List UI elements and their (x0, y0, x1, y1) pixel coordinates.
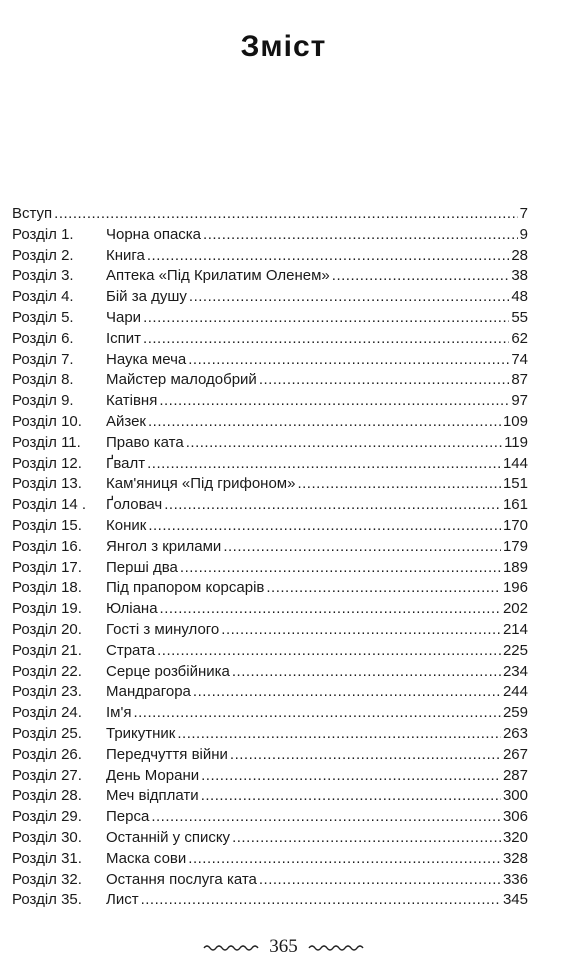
toc-entry-title: Юліана (106, 600, 158, 618)
toc-entry-label: Розділ 5. (12, 308, 74, 326)
toc-entry-label: Розділ 7. (12, 350, 74, 368)
toc-entry-title: Катівня (106, 392, 158, 410)
toc-entry-page: 336 (502, 870, 528, 888)
toc-entry-page: 202 (502, 600, 528, 618)
dot-leader (259, 370, 509, 391)
toc-entry-label: Розділ 15. (12, 516, 82, 534)
toc-entry-title: Чорна опаска (106, 225, 202, 243)
toc-entry-page: 87 (511, 371, 528, 389)
toc-entry (12, 516, 528, 537)
dot-leader (221, 620, 501, 641)
toc-entry-title: Коник (106, 516, 147, 534)
dot-leader (259, 870, 501, 891)
toc-entry (12, 454, 528, 475)
toc-entry (12, 890, 528, 911)
toc-entry-title: Перса (106, 808, 150, 826)
toc-entry (12, 433, 528, 454)
toc-entry-title: Серце розбійника (106, 662, 230, 680)
toc-entry-page: 287 (502, 766, 528, 784)
dot-leader (159, 391, 509, 412)
toc-entry-page: 144 (502, 454, 528, 472)
toc-entry (12, 350, 528, 371)
dot-leader (203, 225, 518, 246)
toc-entry-label: Розділ 2. (12, 246, 74, 264)
toc-entry-label: Розділ 22. (12, 662, 82, 680)
toc-entry (12, 641, 528, 662)
toc-entry-title: Остання послуга ката (106, 870, 257, 888)
toc-entry-label: Розділ 35. (12, 891, 82, 909)
dot-leader (188, 849, 501, 870)
toc-entry-label: Розділ 24. (12, 704, 82, 722)
toc-entry (12, 828, 528, 849)
toc-entry-page: 48 (511, 288, 528, 306)
toc-entry (12, 370, 528, 391)
toc-entry-label: Розділ 28. (12, 787, 82, 805)
toc-entry-label: Розділ 23. (12, 683, 82, 701)
toc-entry (12, 266, 528, 287)
toc-entry-page: 234 (502, 662, 528, 680)
toc-entry-title: Бій за душу (106, 288, 187, 306)
toc-entry-page: 74 (511, 350, 528, 368)
toc-entry-title: Перші два (106, 558, 178, 576)
toc-entry (12, 662, 528, 683)
toc-entry-page: 306 (502, 808, 528, 826)
dot-leader (332, 266, 510, 287)
toc-entry-page: 225 (502, 641, 528, 659)
toc-entry-label: Розділ 21. (12, 641, 82, 659)
toc-entry-page: 300 (502, 787, 528, 805)
dot-leader (143, 329, 509, 350)
toc-entry-label: Розділ 30. (12, 828, 82, 846)
toc-entry-label: Розділ 13. (12, 475, 82, 493)
toc-entry-title: Наука меча (106, 350, 187, 368)
dot-leader (201, 766, 501, 787)
dot-leader (189, 287, 509, 308)
toc-entry-title: Аптека «Під Крилатим Оленем» (106, 267, 330, 285)
dot-leader (147, 246, 509, 267)
toc-entry-label: Розділ 3. (12, 267, 74, 285)
toc-entry-label: Розділ 19. (12, 600, 82, 618)
dot-leader (148, 516, 501, 537)
toc-entry-page: 28 (511, 246, 528, 264)
page-footer (0, 936, 567, 958)
toc-entry-title: Кам'яниця «Під грифоном» (106, 475, 296, 493)
toc-entry-title: Лист (106, 891, 139, 909)
toc-entry (12, 786, 528, 807)
toc-entry (12, 578, 528, 599)
dot-leader (230, 745, 501, 766)
dot-leader (160, 599, 501, 620)
toc-entry-page: 62 (511, 329, 528, 347)
toc-entry-label: Розділ 27. (12, 766, 82, 784)
dot-leader (143, 308, 509, 329)
dot-leader (148, 412, 501, 433)
dot-leader (141, 890, 501, 911)
toc-entry (12, 620, 528, 641)
toc-entry-label: Вступ (12, 205, 53, 222)
table-of-contents (12, 204, 528, 911)
toc-entry-page: 97 (511, 392, 528, 410)
toc-entry-page: 170 (502, 516, 528, 534)
dot-leader (232, 828, 501, 849)
toc-entry-label: Розділ 14 . (12, 496, 87, 514)
toc-entry-title: Маска сови (106, 849, 187, 867)
toc-entry-label: Розділ 9. (12, 392, 74, 410)
toc-entry (12, 703, 528, 724)
toc-entry-title: Айзек (106, 412, 146, 430)
dot-leader (223, 537, 501, 558)
toc-entry (12, 204, 528, 225)
toc-entry (12, 308, 528, 329)
toc-entry (12, 391, 528, 412)
toc-entry (12, 807, 528, 828)
page-title: Зміст (240, 30, 327, 63)
toc-entry-title: Передчуття війни (106, 745, 228, 763)
toc-entry-title: Мандрагора (106, 683, 191, 701)
toc-entry-title: День Морани (106, 766, 200, 784)
toc-entry-label: Розділ 17. (12, 558, 82, 576)
toc-entry-title: Гості з минулого (106, 620, 220, 638)
toc-entry-label: Розділ 29. (12, 808, 82, 826)
toc-entry-label: Розділ 20. (12, 620, 82, 638)
toc-entry-page: 7 (519, 205, 528, 222)
dot-leader (157, 641, 501, 662)
toc-entry-page: 119 (504, 433, 528, 451)
toc-entry-page: 214 (502, 620, 528, 638)
toc-entry (12, 495, 528, 516)
dot-leader (177, 724, 501, 745)
toc-entry-title: Трикутник (106, 724, 176, 742)
toc-entry (12, 724, 528, 745)
toc-entry (12, 558, 528, 579)
toc-entry-page: 328 (502, 849, 528, 867)
dot-leader (266, 578, 501, 599)
toc-entry (12, 412, 528, 433)
toc-entry (12, 745, 528, 766)
wave-ornament-icon (203, 942, 259, 952)
toc-entry-label: Розділ 10. (12, 412, 82, 430)
dot-leader (54, 204, 517, 225)
toc-entry-page: 9 (519, 225, 528, 243)
toc-entry-page: 38 (511, 267, 528, 285)
toc-entry (12, 246, 528, 267)
toc-entry-title: Янгол з крилами (106, 537, 222, 555)
dot-leader (186, 433, 502, 454)
toc-entry-page: 55 (511, 308, 528, 326)
toc-entry-title: Під прапором корсарів (106, 579, 265, 597)
wave-ornament-icon (308, 942, 364, 952)
toc-entry-label: Розділ 11. (12, 433, 81, 451)
toc-entry-page: 263 (502, 724, 528, 742)
toc-entry-page: 196 (502, 579, 528, 597)
dot-leader (188, 350, 509, 371)
toc-entry-title: Право ката (106, 433, 184, 451)
toc-entry-title: Меч відплати (106, 787, 199, 805)
toc-entry-label: Розділ 6. (12, 329, 74, 347)
dot-leader (193, 682, 501, 703)
dot-leader (201, 786, 501, 807)
toc-entry-label: Розділ 4. (12, 288, 74, 306)
toc-entry-title: Іспит (106, 329, 142, 347)
toc-entry-label: Розділ 18. (12, 579, 82, 597)
toc-entry (12, 225, 528, 246)
dot-leader (164, 495, 501, 516)
toc-entry-label: Розділ 26. (12, 745, 82, 763)
toc-entry-title: Страта (106, 641, 156, 659)
toc-entry (12, 287, 528, 308)
toc-entry-title: Ґвалт (106, 454, 146, 472)
toc-entry-title: Чари (106, 308, 142, 326)
toc-entry-page: 109 (502, 412, 528, 430)
dot-leader (133, 703, 501, 724)
toc-entry-title: Останній у списку (106, 828, 231, 846)
toc-entry-title: Ім'я (106, 704, 132, 722)
toc-entry (12, 849, 528, 870)
toc-entry-label: Розділ 12. (12, 454, 82, 472)
toc-entry (12, 329, 528, 350)
toc-entry-label: Розділ 1. (12, 225, 74, 243)
toc-entry-label: Розділ 8. (12, 371, 74, 389)
toc-entry-label: Розділ 16. (12, 537, 82, 555)
toc-entry-page: 259 (502, 704, 528, 722)
toc-entry (12, 766, 528, 787)
toc-entry-label: Розділ 25. (12, 724, 82, 742)
toc-entry (12, 682, 528, 703)
dot-leader (151, 807, 501, 828)
toc-entry (12, 537, 528, 558)
toc-entry-page: 320 (502, 828, 528, 846)
toc-entry-label: Розділ 31. (12, 849, 82, 867)
toc-entry-page: 267 (502, 745, 528, 763)
dot-leader (147, 454, 501, 475)
toc-entry-page: 179 (502, 537, 528, 555)
toc-entry (12, 474, 528, 495)
toc-entry-title: Ґоловач (106, 496, 163, 514)
toc-entry-page: 151 (502, 475, 528, 493)
dot-leader (232, 662, 501, 683)
page-number: 365 (269, 936, 298, 957)
toc-entry-title: Книга (106, 246, 145, 264)
toc-entry-page: 161 (502, 496, 528, 514)
toc-entry-page: 189 (502, 558, 528, 576)
toc-entry (12, 599, 528, 620)
dot-leader (297, 474, 501, 495)
toc-entry-page: 244 (502, 683, 528, 701)
toc-entry-page: 345 (502, 891, 528, 909)
toc-entry (12, 870, 528, 891)
toc-entry-title: Майстер малодобрий (106, 371, 257, 389)
toc-entry-label: Розділ 32. (12, 870, 82, 888)
dot-leader (180, 558, 501, 579)
